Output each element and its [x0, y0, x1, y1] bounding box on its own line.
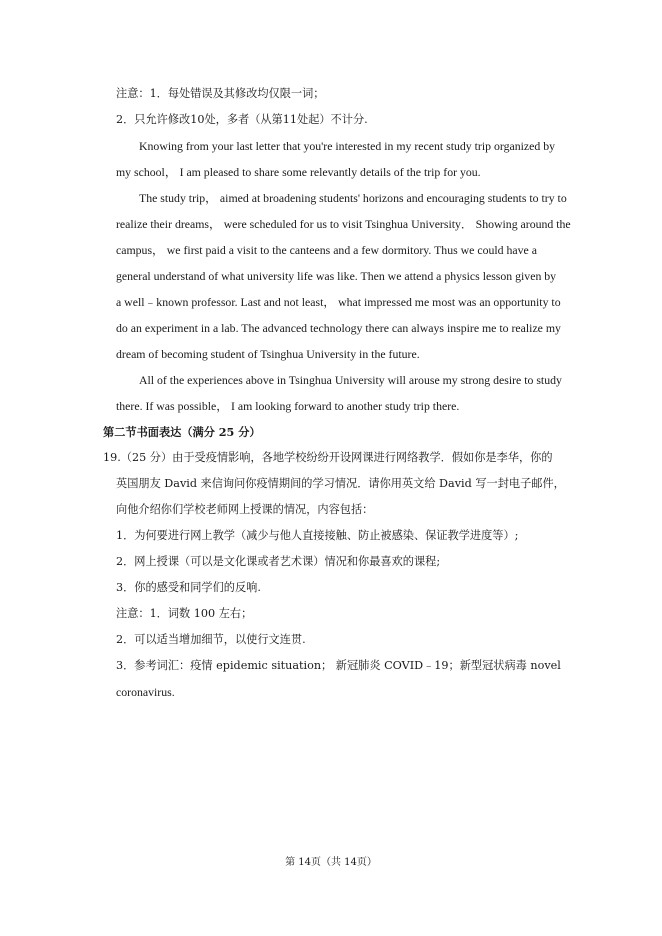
passage-p3-line-1: All of the experiences above in Tsinghua University will arouse my strong desire to study: [139, 373, 562, 387]
question-line-1: 19.（25 分）由于受疫情影响，各地学校纷纷开设网课进行网络教学．假如你是李华，你的: [103, 451, 553, 464]
question-line-2: 英国朋友 David 来信询问你疫情期间的学习情况．请你用英文给 David 写一封电子邮件，: [116, 477, 565, 490]
passage-p2-line-7: dream of becoming student of Tsinghua University in the future.: [116, 347, 420, 361]
section-heading: 第二节书面表达（满分 25 分）: [103, 425, 261, 439]
passage-p2-line-3: campus， we first paid a visit to the canteens and a few dormitory. Thus we could have a: [116, 243, 537, 257]
passage-p2-line-1: The study trip， aimed at broadening students' horizons and encouraging students to try to: [139, 191, 567, 205]
passage-p1-line-1: Knowing from your last letter that you're interested in my recent study trip organized by: [139, 139, 556, 153]
passage-p2-line-2: realize their dreams， were scheduled for us to visit Tsinghua University． Showing around the: [116, 217, 571, 231]
page-footer: 第 14页（共 14页）: [285, 857, 377, 868]
content-item-2: 2．网上授课（可以是文化课或者艺术课）情况和你最喜欢的课程;: [116, 555, 441, 568]
writing-note-1: 注意：1．词数 100 左右；: [116, 607, 253, 620]
passage-p2-line-5: a well﹣known professor. Last and not least， what impressed me most was an opportunity to: [116, 295, 561, 309]
writing-note-3: 3．参考词汇：疫情 epidemic situation； 新冠肺炎 COVID﹣19；新型冠状病毒 novel: [116, 659, 561, 672]
question-line-3: 向他介绍你们学校老师网上授课的情况，内容包括：: [116, 503, 374, 516]
passage-p1-line-2: my school， I am pleased to share some relevantly details of the trip for you.: [116, 165, 481, 179]
note-line-1: 注意：1．每处错误及其修改均仅限一词；: [116, 87, 325, 100]
writing-note-3-continued: coronavirus.: [116, 685, 175, 699]
passage-p3-line-2: there. If was possible， I am looking forward to another study trip there.: [116, 399, 460, 413]
writing-note-2: 2．可以适当增加细节，以使行文连贯.: [116, 633, 306, 646]
content-item-1: 1．为何要进行网上教学（减少与他人直接接触、防止被感染、保证教学进度等）;: [116, 529, 519, 542]
passage-p2-line-4: general understand of what university life was like. Then we attend a physics lesson given by: [116, 269, 557, 283]
content-item-3: 3．你的感受和同学们的反响.: [116, 581, 261, 594]
note-line-2: 2．只允许修改10处，多者（从第11处起）不计分.: [116, 113, 368, 126]
passage-p2-line-6: do an experiment in a lab. The advanced technology there can always inspire me to realize my: [116, 321, 561, 335]
